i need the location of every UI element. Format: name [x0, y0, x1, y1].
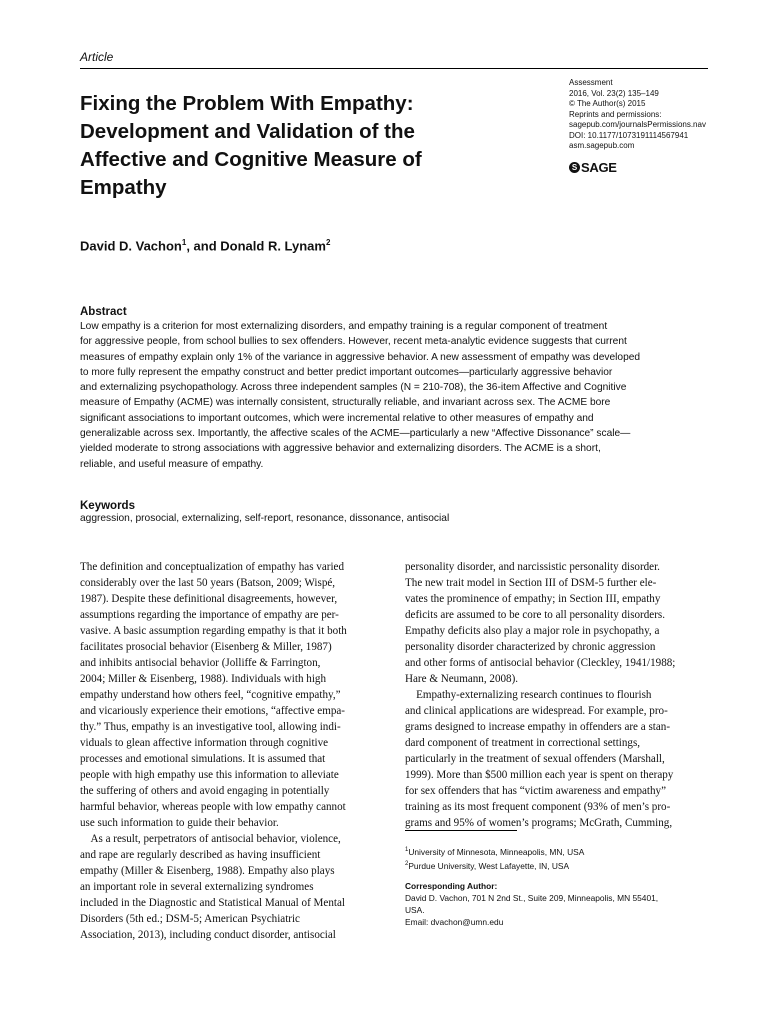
abstract-line: measure of Empathy (ACME) was internally consistent, structurally reliable, and invariant across sex. The ACME bore — [80, 397, 611, 409]
body-text-line: and rape are regularly described as having insufficient — [80, 849, 321, 861]
body-text-line: empathy understand how others feel, “cognitive empathy,” — [80, 689, 341, 701]
header-rule — [80, 68, 708, 69]
body-text-line: vasive. A basic assumption regarding empathy is that it both — [80, 625, 347, 637]
body-text-line: personality disorder characterized by chronic aggression — [405, 641, 656, 653]
sage-logo-text: SAGE — [581, 160, 617, 175]
abstract-line: significant associations to important outcomes, which were incremental relative to other measures of empathy and — [80, 412, 594, 424]
body-text-line: facilitates prosocial behavior (Eisenberg & Miller, 1987) — [80, 641, 332, 653]
body-text-line: an important role in several externalizing syndromes — [80, 881, 314, 893]
body-text-line: vates the prominence of empathy; in Section III, empathy — [405, 593, 661, 605]
affiliation-text: Purdue University, West Lafayette, IN, USA — [408, 860, 570, 871]
title-line: Affective and Cognitive Measure of — [80, 148, 422, 171]
abstract-line: measures of empathy explain only 1% of the variance in aggressive behavior. A new assessment of empathy was developed — [80, 351, 641, 363]
body-text-line: grams and 95% of women’s programs; McGrath, Cumming, — [405, 817, 673, 829]
body-text-line: personality disorder, and narcissistic personality disorder. — [405, 561, 660, 573]
body-column-left — [80, 559, 385, 943]
body-text-line: The new trait model in Section III of DSM-5 further ele- — [405, 577, 657, 589]
abstract-line: and externalizing psychopathology. Across three independent samples (N = 210-708), the 36-item Affective and Cognitive — [80, 382, 627, 394]
journal-citation: 2016, Vol. 23(2) 135–149 — [569, 88, 659, 98]
body-text-line: viduals to glean affective information through cognitive — [80, 737, 329, 749]
body-text-line: The definition and conceptualization of empathy has varied — [80, 561, 344, 573]
abstract-line: yielded moderate to strong associations with aggressive behavior and externalizing disorders. The ACME is a short, — [80, 443, 601, 455]
body-text-line: included in the Diagnostic and Statistical Manual of Mental — [80, 897, 345, 909]
corresponding-author-address: David D. Vachon, 701 N 2nd St., Suite 209, Minneapolis, MN 55401, — [405, 892, 659, 903]
body-text-line: thy.” Thus, empathy is an investigative tool, allowing indi- — [80, 721, 341, 733]
body-text-line: the suffering of others and avoid engaging in potentially — [80, 785, 330, 797]
journal-name: Assessment — [569, 78, 613, 87]
affiliation-text: University of Minnesota, Minneapolis, MN, USA — [408, 846, 585, 857]
body-text-line: people with high empathy use this information to alleviate — [80, 769, 339, 781]
body-text-line: 1999). More than $500 million each year is spent on therapy — [405, 769, 674, 781]
body-text-line: training as its most frequent component (93% of men’s pro- — [405, 801, 671, 813]
affiliation-marker: 1 — [181, 238, 187, 247]
body-text-line: for sex offenders that has “victim awareness and empathy” — [405, 785, 667, 797]
body-text-line: As a result, perpetrators of antisocial behavior, violence, — [80, 833, 341, 845]
author-name: Donald R. Lynam — [220, 238, 326, 254]
sage-logo — [569, 160, 617, 175]
body-text-line: assumptions regarding the importance of empathy are per- — [80, 609, 339, 621]
body-text-line: Hare & Neumann, 2008). — [405, 673, 519, 685]
abstract-heading: Abstract — [80, 306, 127, 318]
body-text-line: Disorders (5th ed.; DSM-5; American Psychiatric — [80, 913, 300, 925]
affiliation-1 — [405, 844, 715, 858]
corresponding-author-heading: Corresponding Author: — [405, 880, 498, 891]
body-text-line: Empathy deficits also play a major role in psychopathy, a — [405, 625, 660, 637]
journal-url[interactable]: asm.sagepub.com — [569, 141, 635, 150]
abstract-line: reliable, and useful measure of empathy. — [80, 458, 264, 470]
keywords-heading: Keywords — [80, 500, 135, 512]
affiliation-marker: 2 — [405, 860, 409, 867]
body-text-line: Empathy-externalizing research continues to flourish — [405, 689, 652, 701]
body-column-right — [405, 559, 710, 831]
author-name: David D. Vachon — [80, 238, 182, 254]
abstract-line: to more fully represent the empathy construct and better predict important outcomes—particularly aggressive behavior — [80, 366, 613, 378]
article-label: Article — [80, 50, 114, 64]
author-list — [80, 238, 330, 253]
affiliation-marker: 2 — [325, 238, 331, 247]
reprints-label: Reprints and permissions: — [569, 109, 662, 119]
title-line: Empathy — [80, 176, 167, 199]
copyright: © The Author(s) 2015 — [569, 99, 646, 108]
abstract-line: Low empathy is a criterion for most externalizing disorders, and empathy training is a regular component of treatment — [80, 321, 608, 332]
body-text-line: processes and emotional simulations. It is assumed that — [80, 753, 326, 765]
abstract-line: generalizable across sex. Importantly, the affective scales of the ACME—particularly a new “Affective Dissonance” scale— — [80, 428, 631, 440]
body-text-line: Association, 2013), including conduct disorder, antisocial — [80, 929, 336, 941]
body-text-line: and inhibits antisocial behavior (Jolliffe & Farrington, — [80, 657, 321, 669]
doi[interactable]: DOI: 10.1177/1073191114567941 — [569, 130, 689, 140]
body-text-line: particularly in the treatment of sexual offenders (Marshall, — [405, 753, 665, 765]
body-text-line: empathy (Miller & Eisenberg, 1988). Empathy also plays — [80, 865, 335, 877]
corresponding-author-email[interactable]: Email: dvachon@umn.edu — [405, 916, 504, 927]
body-text-line: considerably over the last 50 years (Batson, 2009; Wispé, — [80, 577, 336, 589]
keywords — [80, 500, 708, 524]
body-text-line: dard component of treatment in correctional settings, — [405, 737, 641, 749]
body-text-line: grams designed to increase empathy in offenders are a stan- — [405, 721, 671, 733]
abstract-line: for aggressive people, from school bullies to sex offenders. However, recent meta-analytic evidence suggests that current — [80, 336, 627, 348]
affiliation-marker: 1 — [405, 847, 409, 853]
affiliation-2 — [405, 858, 715, 872]
title-line: Development and Validation of the — [80, 120, 415, 143]
paper-title — [80, 90, 500, 202]
body-text-line: and clinical applications are widespread. For example, pro- — [405, 705, 668, 717]
keywords-text: aggression, prosocial, externalizing, self-report, resonance, dissonance, antisocial — [80, 513, 450, 524]
body-text-line: deficits are assumed to be core to all personality disorders. — [405, 609, 666, 621]
footnote-rule — [405, 830, 517, 831]
body-text-line: 1987). Despite these definitional disagreements, however, — [80, 593, 338, 605]
body-text-line: and vicariously experience their emotions, “affective empa- — [80, 705, 346, 717]
body-text-line: 2004; Miller & Eisenberg, 1988). Individuals with high — [80, 673, 326, 685]
body-text-line: harmful behavior, whereas people with low empathy cannot — [80, 801, 346, 813]
sage-logo-icon: S — [569, 162, 580, 173]
journal-info — [569, 78, 719, 152]
title-line: Fixing the Problem With Empathy: — [80, 92, 414, 115]
body-text-line: use such information to guide their behavior. — [80, 817, 279, 829]
author-separator: , and — [186, 238, 221, 254]
abstract-text — [80, 319, 708, 472]
footnotes — [405, 844, 715, 928]
abstract — [80, 306, 708, 472]
permissions-link[interactable]: sagepub.com/journalsPermissions.nav — [569, 120, 706, 129]
corresponding-author-address: USA. — [405, 904, 425, 915]
body-text-line: and other forms of antisocial behavior (Cleckley, 1941/1988; — [405, 657, 676, 669]
